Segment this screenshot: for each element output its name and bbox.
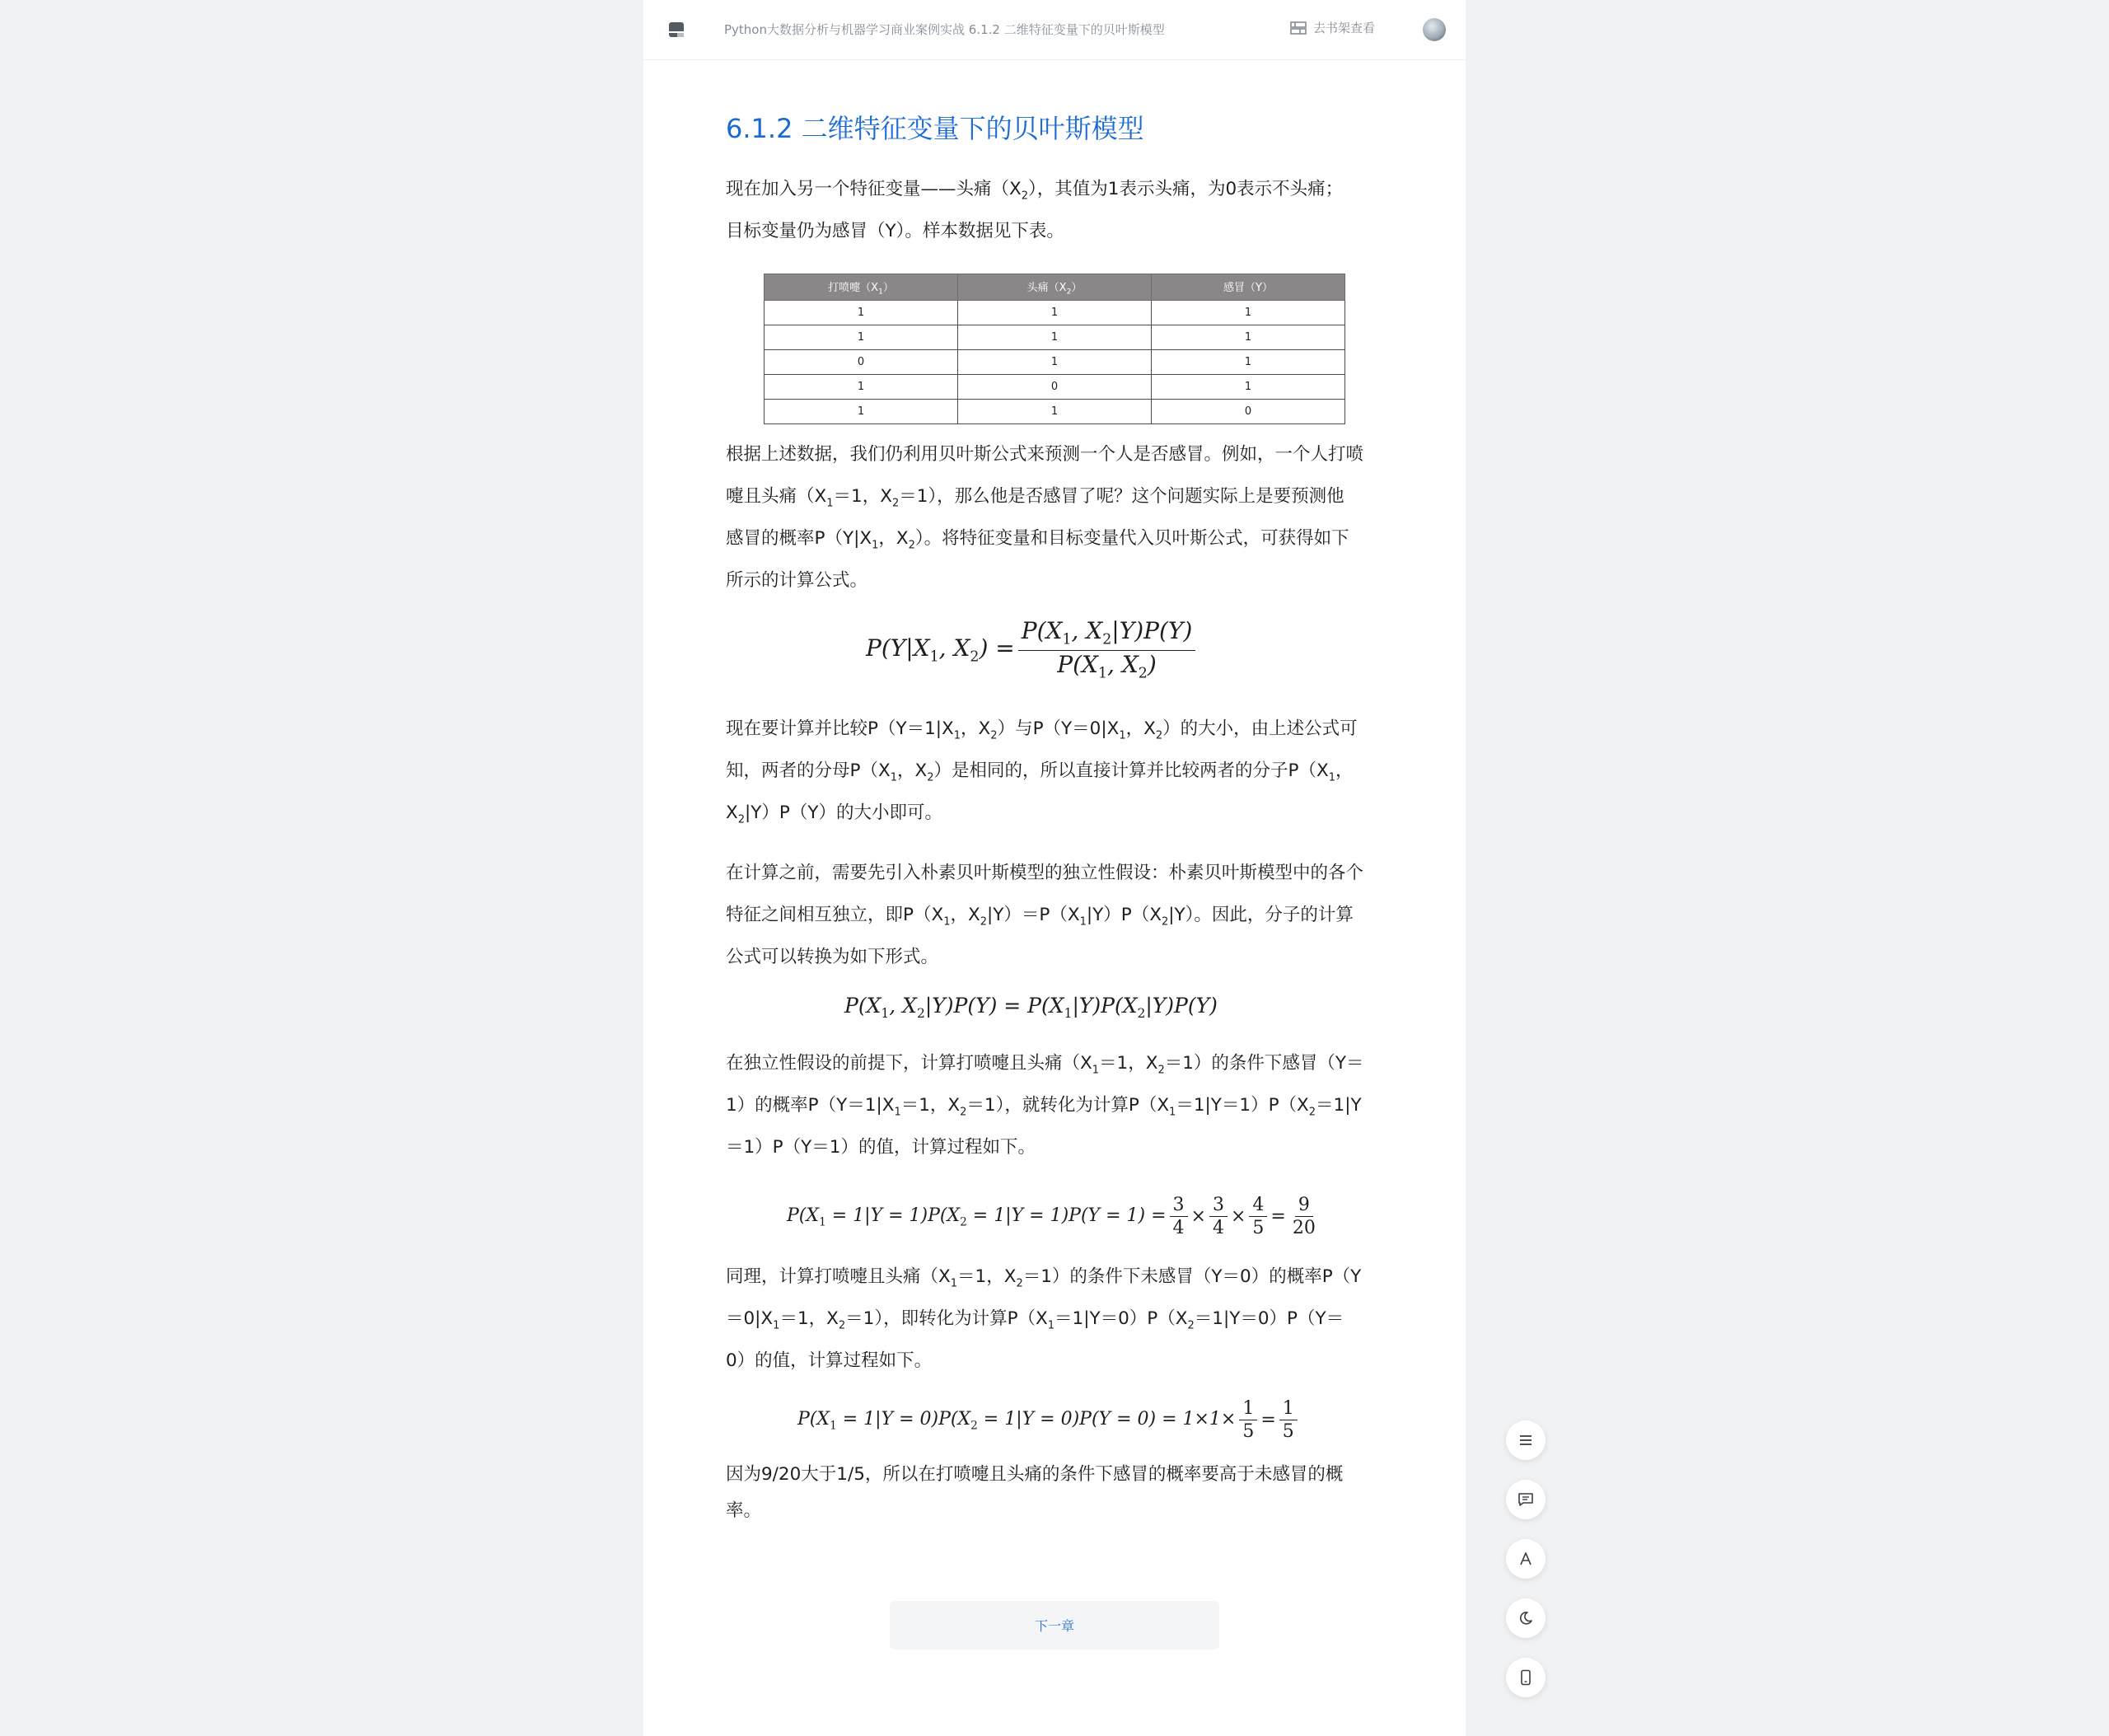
paragraph-bayes-intro: 根据上述数据，我们仍利用贝叶斯公式来预测一个人是否感冒。例如，一个人打喷 嚏且头痛（$X_1=1$，$X_2=1$），那么他是否感冒了呢？这个问题实际上是要预测他 感冒的概率$P(Y|X_1$，$X_2$）。将特征变量和目标变量代入贝叶斯公式，可获得如下 所示的计算公式。: [726, 444, 1364, 591]
cold-probability-formula: $P(X_1 = 1|Y = 1)P(X_2 = 1|Y = 1)P(Y = 1)$ = $\frac{3}{4}$ × $\frac{3}{4}$ × $\frac{4}{5}$ = $\frac{9}{20}$: [787, 1195, 1316, 1239]
table-cell: 1: [1152, 375, 1345, 400]
night-mode-icon: [1518, 1611, 1533, 1626]
paragraph-no-cold: 同理，计算打喷嚏且头痛（$X_1=1$，$X_2=1$）的条件下未感冒（Y＝0）的概率P（Y $=0|X_1=1$，$X_2=1$），即转化为计算$P(X_1=1|Y=0)P(X_2=1|Y=0)P(Y=$ 0）的值，计算过程如下。: [726, 1266, 1362, 1371]
column-header: 感冒（Y）: [1152, 274, 1345, 301]
table-cell: 1: [958, 350, 1152, 375]
table-cell: 1: [765, 301, 958, 325]
paragraph-cold: 在独立性假设的前提下，计算打喷嚏且头痛（$X_1=1$，$X_2=1$）的条件下感冒（Y＝ 1）的概率$P(Y=1|X_1=1$，$X_2=1$），就转化为计算$P(X_1=1|Y=1)P(X_2=1|Y$ ＝1）P（Y＝1）的值，计算过程如下。: [726, 1053, 1364, 1158]
menu-icon[interactable]: [667, 21, 685, 39]
bookshelf-icon: [1290, 21, 1307, 35]
table-cell: 1: [765, 400, 958, 424]
table-cell: 1: [1152, 301, 1345, 325]
column-header: 头痛$(X_2)$: [958, 274, 1152, 301]
paragraph-independence: 在计算之前，需要先引入朴素贝叶斯模型的独立性假设：朴素贝叶斯模型中的各个 特征之间相互独立，即$P(X_1$，$X_2|Y)=P(X_1|Y)P(X_2|Y)$。因此，分子的计算 公式可以转换为如下形式。: [726, 863, 1364, 967]
bayes-formula: $P(Y|X_1$, $X_2$) = $\frac{P(X_1, X_2|Y)P(Y)}{P(X_1, X_2)}$: [866, 618, 1199, 682]
table-header-row: [765, 274, 1345, 301]
table-cell: 0: [1152, 400, 1345, 424]
intro-paragraph: 现在加入另一个特征变量——头痛$(X_2)$，其值为1表示头痛，为0表示不头痛； 目标变量仍为感冒（Y）。样本数据见下表。: [726, 179, 1344, 241]
table-cell: 1: [958, 301, 1152, 325]
table-row: [765, 350, 1345, 375]
mobile-icon: [1520, 1669, 1531, 1686]
go-to-bookshelf-link[interactable]: [1290, 18, 1375, 38]
avatar[interactable]: [1423, 18, 1446, 41]
table-cell: 1: [958, 400, 1152, 424]
paragraph-compare: 现在要计算并比较$P(Y=1|X_1$，$X_2$）与$P(Y=0|X_1$，$X_2$）的大小，由上述公式可 知，两者的分母$P(X_1$，$X_2$）是相同的，所以直接计算并比较两者的分子$P(X_1$， $X_2|Y)P(Y)$的大小即可。: [726, 718, 1358, 826]
table-row: [765, 400, 1345, 424]
top-bar: [643, 0, 1466, 60]
sample-data-table: [764, 274, 1345, 424]
table-cell: 1: [1152, 325, 1345, 350]
table-cell: 0: [765, 350, 958, 375]
no-cold-probability-formula: $P(X_1 = 1|Y = 0)P(X_2 = 1|Y = 0)P(Y = 0) = 1\times 1\times$ $\frac{1}{5}$ = $\frac{1}{5}$: [797, 1398, 1301, 1443]
table-cell: 1: [765, 325, 958, 350]
breadcrumb: Python大数据分析与机器学习商业案例实战 6.1.2 二维特征变量下的贝叶斯模型: [724, 22, 1165, 37]
night-mode-button[interactable]: [1506, 1598, 1546, 1638]
section-title: 6.1.2 二维特征变量下的贝叶斯模型: [726, 113, 1144, 144]
paragraph-conclusion: 因为9/20大于1/5，所以在打喷嚏且头痛的条件下感冒的概率要高于未感冒的概 率。: [726, 1464, 1344, 1521]
comment-button[interactable]: [1506, 1480, 1546, 1519]
toc-button[interactable]: [1506, 1420, 1546, 1460]
table-row: [765, 301, 1345, 325]
table-cell: 1: [765, 375, 958, 400]
bookshelf-label: 去书架查看: [1313, 21, 1376, 35]
column-header: 打喷嚏$(X_1)$: [765, 274, 958, 301]
font-settings-button[interactable]: [1506, 1539, 1546, 1579]
reader-page: [643, 0, 1466, 1736]
font-icon: [1518, 1551, 1533, 1566]
next-chapter-button[interactable]: 下一章: [890, 1601, 1219, 1649]
independence-formula: $P(X_1$, $X_2|Y)P(Y) = P(X_1|Y)P(X_2|Y)P(Y)$: [844, 994, 1218, 1021]
table-row: [765, 375, 1345, 400]
mobile-reading-button[interactable]: [1506, 1658, 1546, 1697]
table-cell: 1: [1152, 350, 1345, 375]
toc-icon: [1518, 1434, 1533, 1447]
table-row: [765, 325, 1345, 350]
table-cell: 0: [958, 375, 1152, 400]
comment-icon: [1517, 1492, 1534, 1507]
table-cell: 1: [958, 325, 1152, 350]
